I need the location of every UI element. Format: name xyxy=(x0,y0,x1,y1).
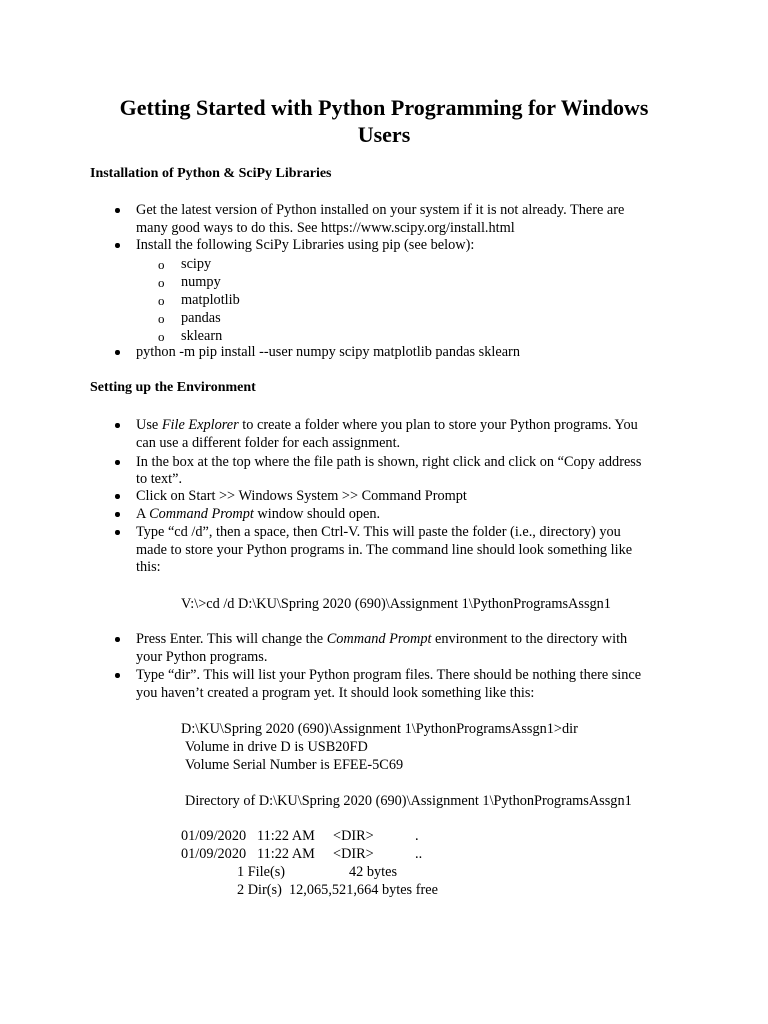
bullet-text: Get the latest version of Python installed on your system if it is not already. There are xyxy=(136,202,625,218)
document-title-line1: Getting Started with Python Programming for Windows xyxy=(119,95,649,120)
bullet-text: you haven’t created a program yet. It should look something like this: xyxy=(136,685,535,701)
listing-row-time: 11:22 AM xyxy=(257,828,315,844)
listing-directory: Directory of D:\KU\Spring 2020 (690)\Assignment 1\PythonProgramsAssgn1 xyxy=(185,793,632,809)
listing-row-date: 01/09/2020 xyxy=(181,846,247,862)
listing-volume: Volume in drive D is USB20FD xyxy=(185,739,368,755)
bullet-text: Type “cd /d”, then a space, then Ctrl-V. This will paste the folder (i.e., directory) you xyxy=(136,524,621,540)
bullet-text: can use a different folder for each assignment. xyxy=(136,435,401,451)
listing-files-count: 1 File(s) xyxy=(237,864,286,880)
bullet-text: to text”. xyxy=(136,471,183,487)
bullet-text: Use File Explorer to create a folder where you plan to store your Python programs. You xyxy=(136,417,638,433)
listing-row-name: .. xyxy=(415,846,423,862)
command-line-example: V:\>cd /d D:\KU\Spring 2020 (690)\Assignment 1\PythonProgramsAssgn1 xyxy=(181,596,611,612)
listing-row-time: 11:22 AM xyxy=(257,846,315,862)
listing-row-name: . xyxy=(415,828,419,844)
listing-prompt: D:\KU\Spring 2020 (690)\Assignment 1\PythonProgramsAssgn1>dir xyxy=(181,721,578,737)
library-item: sklearn xyxy=(181,328,223,344)
listing-dirs-free: 2 Dir(s) 12,065,521,664 bytes free xyxy=(237,882,438,898)
bullet-text: many good ways to do this. See https://www.scipy.org/install.html xyxy=(136,220,515,236)
bullet-text: Type “dir”. This will list your Python program files. There should be nothing there since xyxy=(136,667,642,683)
listing-row-date: 01/09/2020 xyxy=(181,828,247,844)
sub-bullet-icon: o xyxy=(158,311,165,326)
bullet-text: A Command Prompt window should open. xyxy=(136,506,381,522)
listing-row-type: <DIR> xyxy=(333,846,374,862)
bullet-icon xyxy=(115,243,120,248)
bullet-icon xyxy=(115,673,120,678)
bullet-text: made to store your Python programs in. The command line should look something like xyxy=(136,542,633,558)
library-item: pandas xyxy=(181,310,221,326)
listing-row-type: <DIR> xyxy=(333,828,374,844)
section-heading-environment: Setting up the Environment xyxy=(90,380,256,395)
bullet-icon xyxy=(115,512,120,517)
library-item: matplotlib xyxy=(181,292,240,308)
sub-bullet-icon: o xyxy=(158,257,165,272)
bullet-text: Press Enter. This will change the Command Prompt environment to the directory with xyxy=(136,631,628,647)
bullet-icon xyxy=(115,530,120,535)
bullet-icon xyxy=(115,460,120,465)
bullet-icon xyxy=(115,350,120,355)
bullet-text: Click on Start >> Windows System >> Command Prompt xyxy=(136,488,467,504)
document-title-line2: Users xyxy=(357,122,411,147)
bullet-icon xyxy=(115,423,120,428)
listing-serial: Volume Serial Number is EFEE-5C69 xyxy=(185,757,404,773)
bullet-text: your Python programs. xyxy=(136,649,268,665)
bullet-icon xyxy=(115,208,120,213)
sub-bullet-icon: o xyxy=(158,329,165,344)
bullet-text: this: xyxy=(136,559,161,575)
bullet-icon xyxy=(115,637,120,642)
bullet-text: In the box at the top where the file path is shown, right click and click on “Copy address xyxy=(136,454,642,470)
sub-bullet-icon: o xyxy=(158,293,165,308)
bullet-icon xyxy=(115,494,120,499)
bullet-text: Install the following SciPy Libraries using pip (see below): xyxy=(136,237,475,253)
listing-files-size: 42 bytes xyxy=(349,864,398,880)
section-heading-installation: Installation of Python & SciPy Libraries xyxy=(90,166,332,181)
library-item: numpy xyxy=(181,274,221,290)
sub-bullet-icon: o xyxy=(158,275,165,290)
bullet-text: python -m pip install --user numpy scipy matplotlib pandas sklearn xyxy=(136,344,520,360)
library-item: scipy xyxy=(181,256,212,272)
